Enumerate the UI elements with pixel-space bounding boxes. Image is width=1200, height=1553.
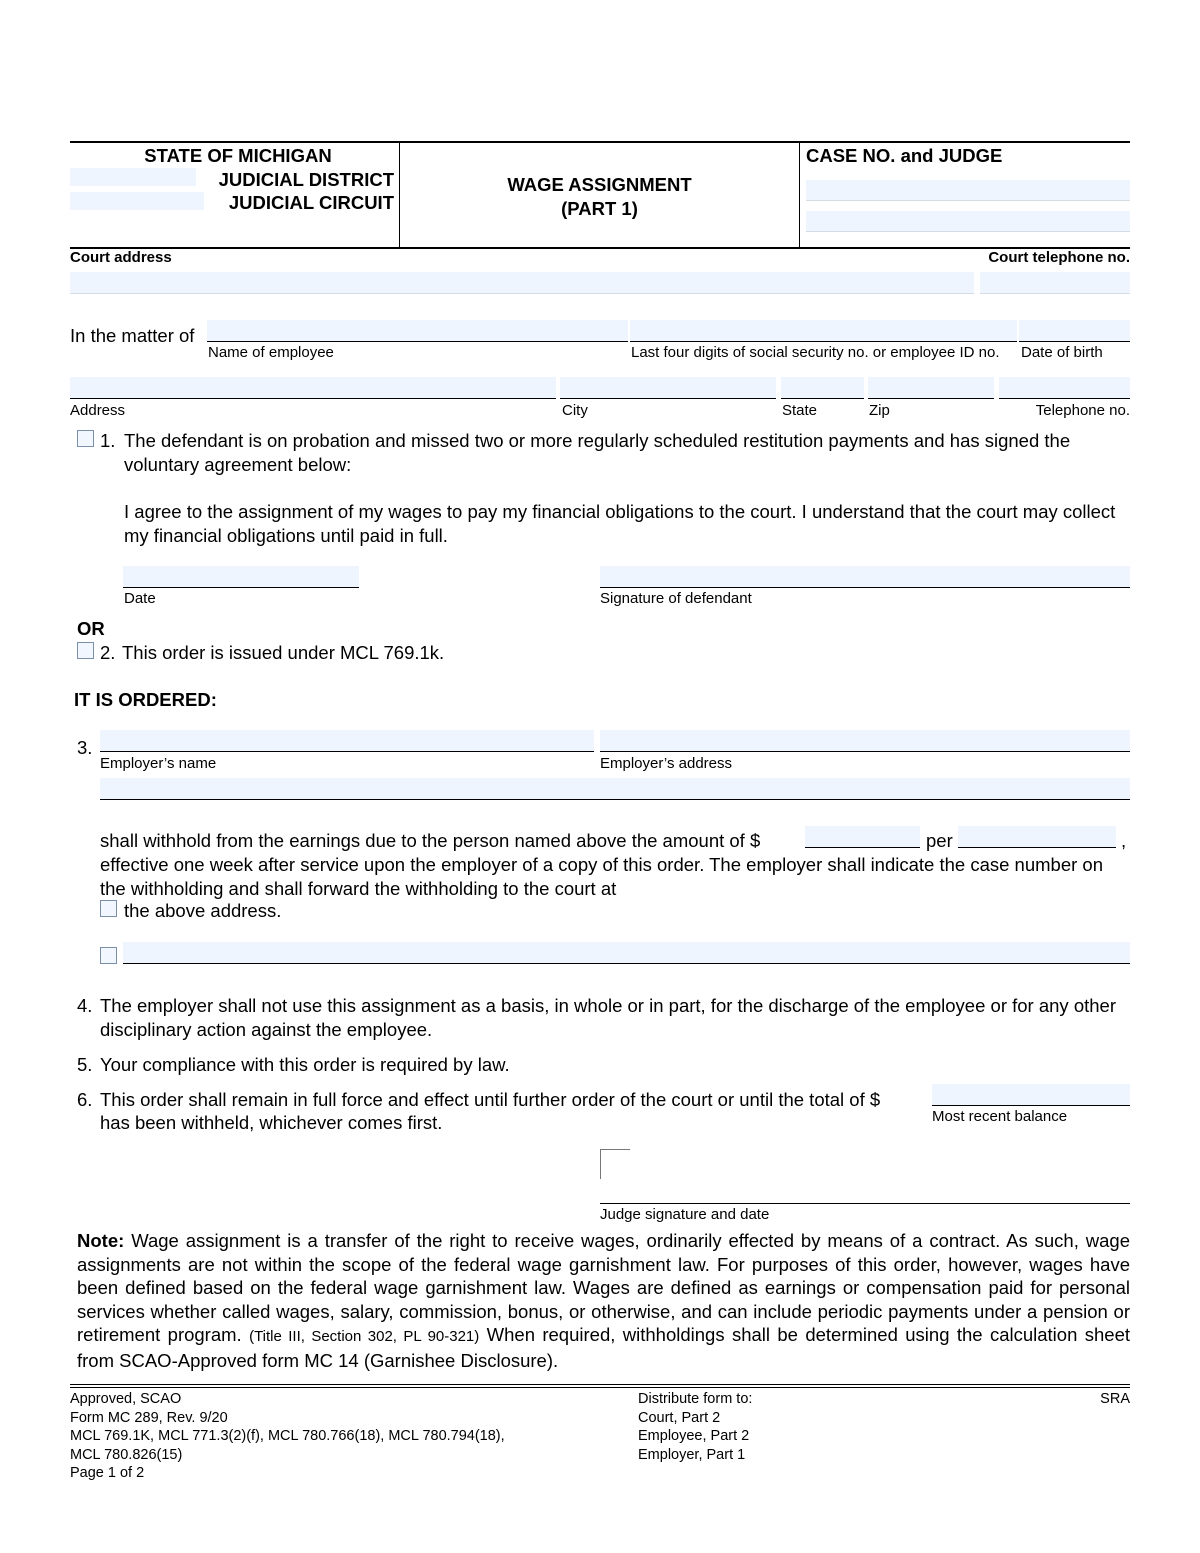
footer-approved: Approved, SCAO (70, 1391, 182, 1407)
employee-address-label: Address (70, 402, 126, 419)
item4-number: 4. (77, 995, 93, 1016)
item2-checkbox[interactable] (77, 642, 94, 659)
court-address-field[interactable] (70, 272, 974, 294)
item3-number: 3. (77, 737, 93, 758)
distribute-title: Distribute form to: (638, 1391, 753, 1407)
employee-telephone-label: Telephone no. (1035, 402, 1130, 419)
judge-signature-label: Judge signature and date (600, 1206, 770, 1223)
item1-number: 1. (100, 430, 116, 451)
header-top-rule (70, 141, 1130, 143)
employee-dob-label: Date of birth (1021, 344, 1103, 361)
circuit-number-field[interactable] (70, 192, 204, 210)
circuit-label: JUDICIAL CIRCUIT (228, 192, 394, 213)
other-address-field[interactable] (123, 942, 1130, 964)
employee-state-label: State (782, 402, 818, 419)
distribute-item: Employer, Part 1 (638, 1446, 746, 1463)
case-no-judge-label: CASE NO. and JUDGE (806, 145, 1003, 166)
footer-mcl-line2: MCL 780.826(15) (70, 1446, 183, 1463)
footer-distribute (638, 1390, 752, 1464)
note-text: Wage assignment is a transfer of the right to receive wages, ordinarily effected by means of a contract. As such, wage assignments are not within the scope of the federal wage garnishment law. For purposes of this order, however, wages have been defined based on the federal wage garnishment law. Wages are defined as earnings or compensation paid for personal services whether called wages, salary, commission, bonus, or otherwise, and can include periodic payments under a pension or retirement program. (77, 1230, 1130, 1345)
form-title-line2: (PART 1) (561, 198, 638, 219)
defendant-date-field[interactable] (123, 566, 359, 588)
note-text2: When required, withholdings shall be determined using the calculation sheet from SCAO-Approved form MC 14 (Garnishee Disclosure). (77, 1324, 1131, 1371)
employee-city-label: City (562, 402, 588, 419)
footer-form: Form MC 289, Rev. 9/20 (70, 1409, 228, 1426)
total-balance-field[interactable] (932, 1084, 1130, 1106)
form-title-line1: WAGE ASSIGNMENT (507, 174, 692, 195)
above-address-label: the above address. (124, 900, 282, 921)
effective-text: effective one week after service upon the employer of a copy of this order. The employer shall indicate the case number on the withholding and shall forward the withholding to the court at (100, 854, 1103, 899)
employee-ssn-label: Last four digits of social security no. or employee ID no. (631, 344, 1000, 361)
form-code: SRA (1100, 1391, 1130, 1407)
defendant-date-label: Date (124, 590, 156, 607)
district-label: JUDICIAL DISTRICT (218, 169, 394, 190)
employer-name-label: Employer’s name (100, 755, 217, 772)
employee-address-field[interactable] (70, 377, 556, 399)
item1-agreement: I agree to the assignment of my wages to pay my financial obligations to the court. I understand that the court may collect my financial obligations until paid in full. (124, 501, 1116, 546)
header-divider-right (799, 142, 800, 248)
employee-dob-field[interactable] (1019, 320, 1130, 342)
court-address-label: Court address (70, 249, 172, 266)
other-address-checkbox[interactable] (100, 947, 117, 964)
state-label: STATE OF MICHIGAN (144, 145, 332, 166)
court-telephone-label: Court telephone no. (988, 249, 1130, 266)
employer-address-field[interactable] (600, 730, 1130, 752)
footer-rule-2 (70, 1387, 1130, 1388)
employer-address-line2-field[interactable] (100, 778, 1130, 800)
employee-city-field[interactable] (560, 377, 776, 399)
item2-number: 2. (100, 642, 116, 663)
distribute-item: Employee, Part 2 (638, 1428, 750, 1445)
employer-address-label: Employer’s address (600, 755, 733, 772)
footer-left (70, 1390, 505, 1483)
item1-checkbox[interactable] (77, 430, 94, 447)
per-label: per (926, 830, 953, 851)
in-matter-of-label: In the matter of (70, 325, 195, 346)
item6-text2: has been withheld, whichever comes first. (100, 1112, 443, 1133)
or-label: OR (77, 618, 105, 639)
employee-ssn-field[interactable] (630, 320, 1017, 342)
judge-field[interactable] (806, 211, 1130, 232)
item4-text: The employer shall not use this assignment as a basis, in whole or in part, for the discharge of the employee or for any other disciplinary action against the employee. (100, 995, 1116, 1040)
note-citation: (Title III, Section 302, PL 90-321) (249, 1328, 480, 1345)
employee-zip-field[interactable] (868, 377, 994, 399)
form-title (400, 173, 799, 221)
item6-text: This order shall remain in full force and effect until further order of the court or until the total of $ (100, 1089, 881, 1110)
employee-name-field[interactable] (207, 320, 628, 342)
signature-corner-mark (600, 1149, 630, 1179)
item1-text: The defendant is on probation and missed two or more regularly scheduled restitution payments and has signed the voluntary agreement below: (124, 430, 1071, 475)
footer-page: Page 1 of 2 (70, 1465, 145, 1482)
item6-number: 6. (77, 1089, 93, 1110)
employee-state-field[interactable] (781, 377, 864, 399)
above-address-checkbox[interactable] (100, 900, 117, 917)
footer-mcl-line1: MCL 769.1K, MCL 771.3(2)(f), MCL 780.766(18), MCL 780.794(18), (70, 1428, 505, 1445)
item5-number: 5. (77, 1054, 93, 1075)
employee-name-label: Name of employee (208, 344, 334, 361)
balance-label: Most recent balance (932, 1108, 1068, 1125)
employee-zip-label: Zip (869, 402, 890, 419)
case-number-field[interactable] (806, 180, 1130, 201)
note-label: Note: (77, 1230, 125, 1251)
district-number-field[interactable] (70, 168, 196, 186)
note-paragraph (77, 1229, 1130, 1372)
item5-text: Your compliance with this order is required by law. (100, 1054, 510, 1075)
withhold-amount-field[interactable] (805, 826, 920, 848)
distribute-item: Court, Part 2 (638, 1409, 721, 1426)
employer-name-field[interactable] (100, 730, 594, 752)
judge-signature-line[interactable] (600, 1203, 1130, 1204)
employee-telephone-field[interactable] (999, 377, 1130, 399)
court-telephone-field[interactable] (980, 272, 1130, 294)
footer-rule-1 (70, 1384, 1130, 1385)
withhold-text: shall withhold from the earnings due to the person named above the amount of $ (100, 830, 761, 851)
it-is-ordered-label: IT IS ORDERED: (74, 689, 217, 710)
defendant-signature-field[interactable] (600, 566, 1130, 588)
withhold-period-field[interactable] (958, 826, 1116, 848)
item2-text: This order is issued under MCL 769.1k. (122, 642, 445, 663)
defendant-signature-label: Signature of defendant (600, 590, 752, 607)
withhold-comma: , (1121, 830, 1127, 851)
